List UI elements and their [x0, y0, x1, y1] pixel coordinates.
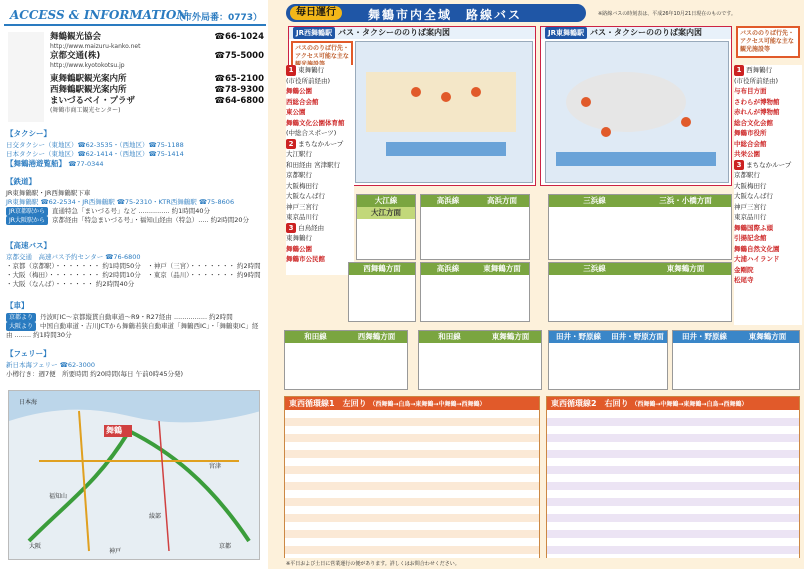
west-station-map [355, 41, 533, 183]
east-stop-list: 1 西舞鶴行 (市役所前経由) 与布目方面 さわらが博物館 赤れんが博物館 総合文化会館 舞鶴市役所 中総合会館 共栄公園 3 まちなかループ 京都駅行 大阪梅田行 大阪なんば行 神戸三宮行 東京品川行 舞鶴国際ふ頭 引揚記念館 舞鶴自然文化園 大浦ハイランド 金剛院 松尾寺 [734, 65, 802, 325]
timetable-wada-east: 和田線 東舞鶴方面 [418, 330, 542, 390]
timetable-mihama-east: 三浜線 東舞鶴方面 [548, 262, 732, 322]
boat-section: 【舞鶴港遊覧船】 ☎77-0344 [6, 159, 104, 168]
access-header [4, 6, 266, 26]
contact-sub: (舞鶴市商工観光センター) [50, 107, 121, 114]
access-title: ACCESS & INFORMATION [10, 8, 188, 22]
map-place: 京都 [219, 543, 232, 550]
contact-url[interactable]: http://www.maizuru-kanko.net [50, 43, 141, 50]
road-map-icon [9, 391, 260, 560]
access-map [8, 390, 260, 560]
east-station-map [545, 41, 729, 183]
timetable-note: ※路線バスの時刻表は、平成26年10月21日現在のものです。 [598, 11, 736, 17]
car-section: 【車】 京都より 丹波町IC〜京都縦貫自動車道〜R9・R27経由 ................ 約2時間 大阪より 中国自動車道・吉川JCTから舞鶴若狭自動車道「舞鶴西IC」・「舞鶴東IC」経由 ........ 約1時間30分 [6, 301, 259, 339]
timetable-nishi: 西舞鶴方面 [348, 262, 416, 322]
timetable-mihama: 三浜線 三浜・小橋方面 [548, 194, 732, 260]
timetable-tai-out: 田井・野原線 田井・野原方面 [548, 330, 668, 390]
map-city-label: 舞鶴 [106, 426, 122, 435]
west-info-box: バスののりば行先・アクセス可能な主な [291, 41, 353, 73]
footnote: ※平日および土日に営業運行の便があります。詳しくはお問合わせください。 [286, 561, 460, 567]
bus-route-panel [268, 0, 804, 569]
ferry-section: 【フェリー】 新日本海フェリー ☎62-3000 小樽行き：週7便 所要時間 約20時間(毎日 午前0時45分発) [6, 349, 184, 378]
map-place: 宮津 [209, 463, 222, 470]
map-place: 神戸 [109, 548, 122, 555]
bus-section: 【高速バス】 京都交通 高速バス予約センター ☎76-6800 ・京都（京都駅）・・・・・・・ 約1時間50分 ・神戸（三宮）・・・・・・・ 約2時間 ・大阪（梅田）・・・・・・・・ 約2時間10分 ・東京（品川）・・・・・・・ 約9時間 ・大阪（なんば）・・・・・・ 約2時間40分 [6, 241, 261, 288]
map-place: 日本海 [19, 399, 38, 406]
timetable-takahama: 高浜線 高浜方面 [420, 194, 530, 260]
timetable-tai-east: 田井・野原線 東舞鶴方面 [672, 330, 800, 390]
contact-row: 西舞鶴駅観光案内所 ☎78-9300 [50, 85, 264, 95]
route-title-bar [286, 4, 586, 22]
contact-list [50, 32, 264, 115]
loop1-header: 東西循環線1 左回り （西舞鶴→白鳥→東舞鶴→中舞鶴→西舞鶴） [285, 397, 539, 410]
contact-url[interactable]: http://www.kyotokotsu.jp [50, 62, 125, 69]
contact-row: 舞鶴観光協会 ☎66-1024 [50, 32, 264, 42]
loop2-header: 東西循環線2 右回り （西舞鶴→中舞鶴→東舞鶴→白鳥→西舞鶴） [547, 397, 799, 410]
contact-row: まいづるベイ・プラザ ☎64-6800 [50, 96, 264, 106]
taxi-section: 【タクシー】 日交タクシー（東地区）☎62-3535・（西地区）☎75-1188 日本タクシー（東地区）☎62-1414・（西地区）☎75-1414 [6, 129, 184, 158]
west-station-header: JR西舞鶴駅 バス・タクシーののりば案内図 [289, 27, 535, 39]
route-title: 舞鶴市内全域 路線バス [368, 8, 523, 22]
timetable-oe: 大江線 大江方面 [356, 194, 416, 260]
side-strip [8, 32, 44, 122]
area-code: （市外局番：0773） [173, 13, 262, 23]
contact-row: 京都交通(株) ☎75-5000 [50, 51, 264, 61]
loop2-timetable [546, 396, 800, 558]
access-info-panel [0, 0, 268, 569]
east-station-header: JR東舞鶴駅 バス・タクシーののりば案内図 [541, 27, 731, 39]
map-place: 福知山 [49, 493, 68, 500]
map-place: 大阪 [29, 543, 42, 550]
daily-badge: 毎日運行 [290, 6, 342, 20]
west-stop-list: 1 東舞鶴行 (市役所前経由) 舞鶴公園 西総合会館 東公園 舞鶴文化公園体育館 (中総合スポーツ) 2 まちなかループ 大江駅行 和田経由 宮津駅行 京都駅行 大阪梅田行 大阪なんば行 神戸三宮行 東京品川行 3 白鳥経由 東舞鶴行 舞鶴公園 舞鶴市公民館 [286, 65, 354, 275]
east-station-panel [540, 26, 732, 186]
timetable-takahama-east: 高浜線 東舞鶴方面 [420, 262, 530, 322]
contact-row: 東舞鶴駅観光案内所 ☎65-2100 [50, 74, 264, 84]
map-place: 綾部 [149, 513, 162, 520]
rail-section: 【鉄道】 JR東舞鶴駅・JR西舞鶴駅下車 JR東舞鶴駅 ☎62-2534・JR西舞鶴駅 ☎75-2310・KTR西舞鶴駅 ☎75-8606 JR京都駅から 直通特急「まいづる号」など ............... 約1時間40分 JR大阪駅から 京都経由「特急まいづる号」・福知山経由（特急）..... 約2時間20分 [6, 177, 250, 224]
timetable-wada-west: 和田線 西舞鶴方面 [284, 330, 408, 390]
loop1-timetable [284, 396, 540, 558]
east-info-box: バスののりば行先・アクセス可能な主な観光施設等 [736, 26, 800, 58]
